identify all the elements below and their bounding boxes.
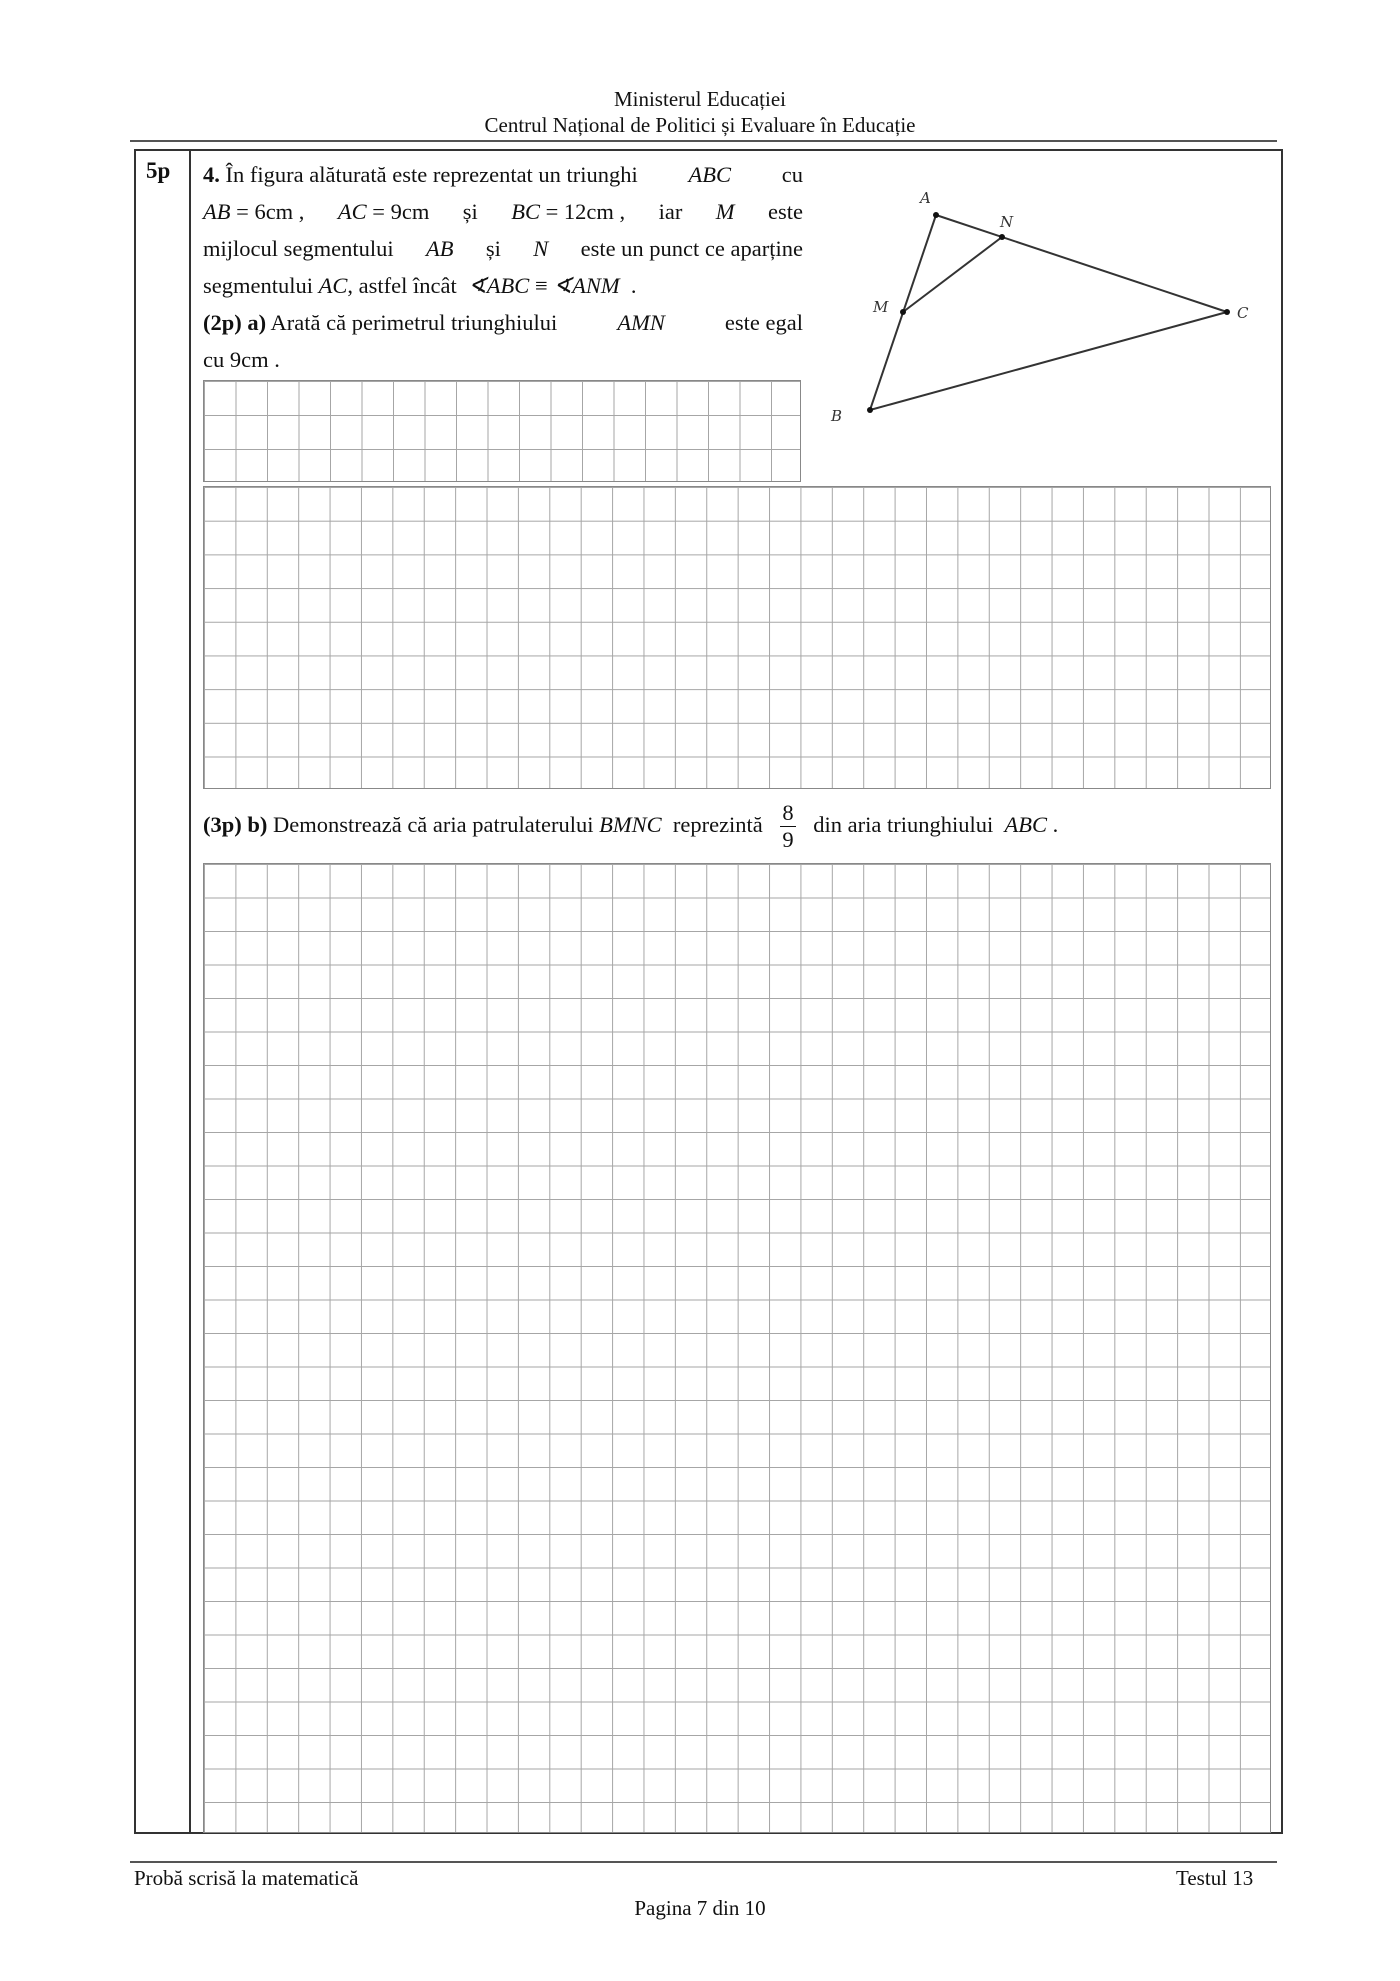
point-n-mark [999,234,1005,240]
seg-ac-2: AC [318,273,348,298]
answer-grid-a-top[interactable] [203,380,801,482]
point-m-mark [900,309,906,315]
part-b-text2: reprezintă [672,812,763,837]
question-number: 4. [203,162,220,187]
period: . [630,273,637,298]
question-line3: mijlocul segmentului [203,236,394,261]
label-m: M [873,298,889,316]
footer-exam-title: Probă scrisă la matematică [134,1866,359,1890]
fraction-8-9 [780,800,795,853]
part-b-label: b) [247,812,268,837]
triangle-amn: AMN [617,310,665,335]
question-line4-mid: , astfel încât [347,273,457,298]
seg-bc: BC [511,199,540,224]
triangle-abc-2: ABC [1004,812,1048,837]
part-a-text3: cu [203,347,225,372]
question-line1: În figura alăturată este reprezentat un triunghi [225,162,638,187]
header-divider [130,140,1277,142]
header-ministry: Ministerul Educației [613,87,787,111]
point-n: N [533,236,549,261]
point-m: M [715,199,735,224]
angle-abc: ∢ABC [467,273,530,298]
part-a-points: (2p) [203,310,242,335]
part-b-text [203,792,1203,858]
side-bc [870,312,1227,410]
answer-grid-a[interactable] [203,486,1271,789]
page-header [0,86,1400,138]
label-a: A [920,189,931,207]
quadrilateral-bmnc: BMNC [599,812,662,837]
perimeter-value: 9cm . [229,347,280,372]
vertex-b [867,407,873,413]
fraction-numerator: 8 [782,800,794,826]
label-n: N [1000,213,1014,231]
footer-divider [130,1861,1277,1863]
question-line4: segmentului [203,273,313,298]
word-iar: iar [658,199,683,224]
label-b: B [831,407,843,425]
footer-test-number: Testul 13 [1176,1866,1254,1890]
part-a-label: a) [247,310,267,335]
ab-value: = 6cm , [236,199,305,224]
seg-ac: AC [337,199,367,224]
bc-value: = 12cm , [545,199,626,224]
part-a-text2: este egal [724,310,803,335]
fraction-denominator: 9 [782,827,794,853]
word-si: și [462,199,478,224]
period-b: . [1052,812,1059,837]
triangle-abc: ABC [688,162,732,187]
vertex-c [1224,309,1230,315]
question-text [203,156,803,378]
seg-ab-2: AB [425,236,454,261]
word-cu: cu [781,162,803,187]
header-center: Centrul Național de Politici și Evaluare în Educație [484,113,916,137]
answer-grid-b[interactable] [203,863,1271,1833]
part-b-points: (3p) [203,812,242,837]
footer-page-number: Pagina 7 din 10 [634,1896,766,1920]
seg-ab: AB [203,199,231,224]
angle-anm: ∢ANM [553,273,620,298]
vertex-a [933,212,939,218]
word-este: este [767,199,803,224]
side-ac [936,215,1227,312]
triangle-figure [820,185,1250,435]
label-c: C [1237,304,1249,322]
segment-mn [903,237,1002,312]
congruent-sign: ≡ [534,273,548,298]
part-b-text1: Demonstrează că aria patrulaterului [273,812,594,837]
points-column-divider [189,149,191,1834]
part-b-text3: din aria triunghiului [813,812,994,837]
ac-value: = 9cm [372,199,430,224]
word-si-2: și [485,236,501,261]
question-line3-end: este un punct ce aparține [580,236,803,261]
points-value: 5p [146,158,171,183]
part-a-text: Arată că perimetrul triunghiului [270,310,558,335]
